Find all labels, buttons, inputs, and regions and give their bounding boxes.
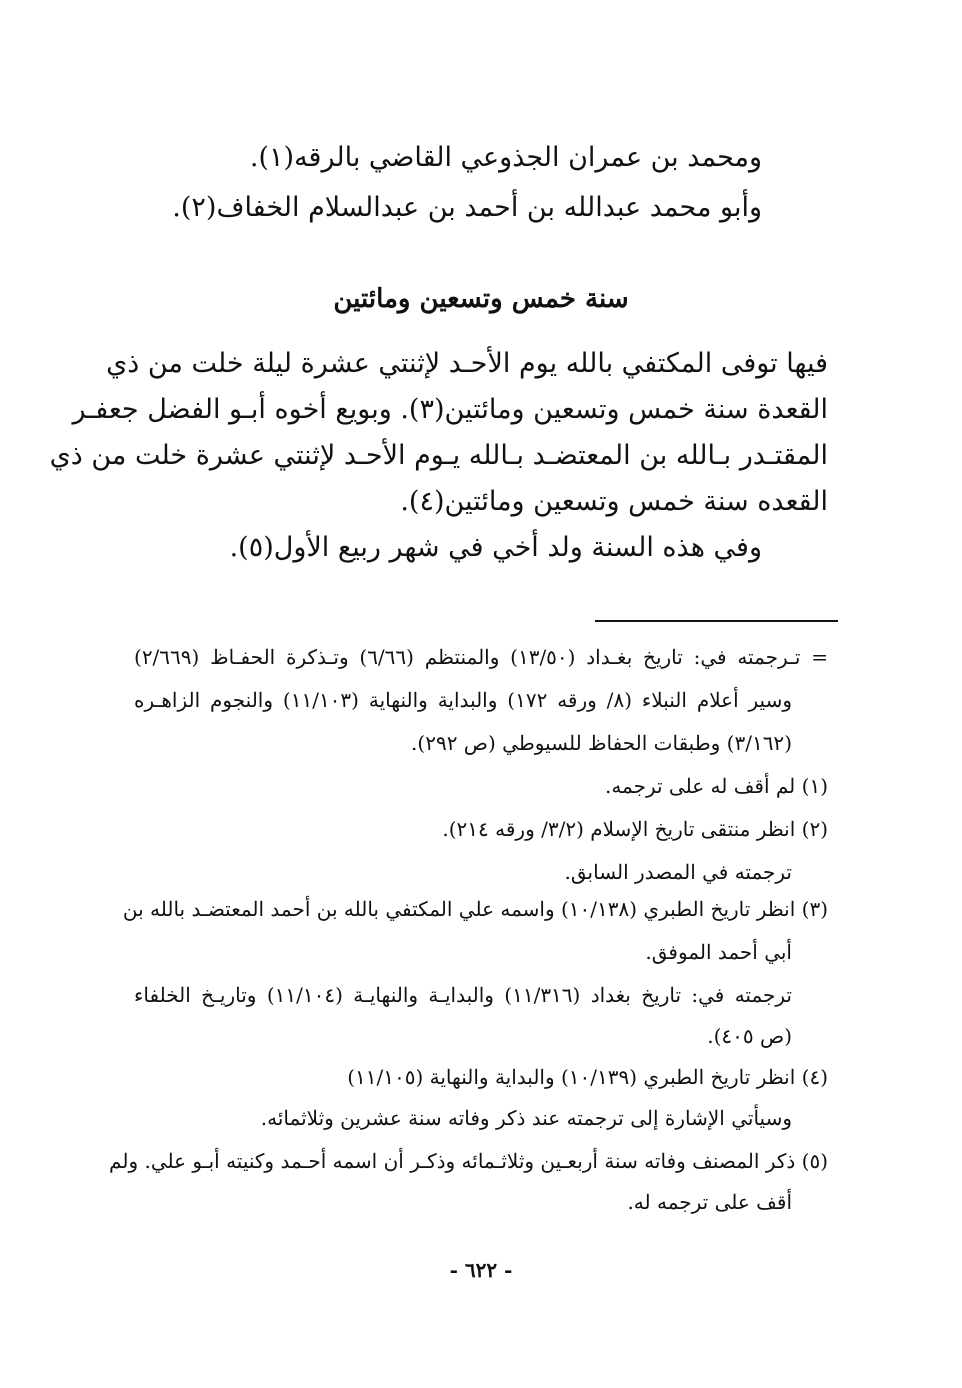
footnote-3: (٣) انظر تاريخ الطبري (١٠/١٣٨) واسمه علي المكتفي بالله بن أحمد المعتضـد بالله بن xyxy=(122,897,828,921)
footnote-line: = تـرجمته في: تاريخ بغـداد (١٣/٥٠) والمنتظم (٦/٦٦) وتـذكرة الحفـاظ (٢/٦٦٩) xyxy=(134,645,829,669)
footnote-line: ترجمته في: تاريخ بغداد (١١/٣١٦) والبدايـة والنهايـة (١١/١٠٤) وتاريـخ الخلفاء xyxy=(134,983,792,1007)
footnote-line: ترجمته في المصدر السابق. xyxy=(564,860,792,884)
footnote-line: وسير أعلام النبلاء (٨/ ورقه ١٧٢) والبداية والنهاية (١١/١٠٣) والنجوم الزاهـره xyxy=(134,688,793,712)
body-line-3: المقتـدر بـالله بن المعتضـد بـالله يـوم الأحـد لإثنتي عشرة خلت من ذي xyxy=(49,440,828,471)
footnote-line: أبي أحمد الموفق. xyxy=(645,940,792,964)
footnote-divider xyxy=(595,620,838,622)
footnote-5: (٥) ذكر المصنف وفاته سنة أربعـين وثلاثـمائه وذكـر أن اسمه أحـمد وكنيته أبـو علي. ولم xyxy=(109,1149,828,1173)
footnote-line: وسيأتي الإشارة إلى ترجمته عند ذكر وفاته سنة عشرين وثلاثمائه. xyxy=(260,1106,792,1130)
intro-line-2: وأبو محمد عبدالله بن أحمد بن عبدالسلام الخفاف(٢). xyxy=(172,192,762,223)
footnote-line: (ص ٤٠٥). xyxy=(707,1024,792,1048)
footnote-4: (٤) انظر تاريخ الطبري (١٠/١٣٩) والبداية والنهاية (١١/١٠٥) xyxy=(347,1065,828,1089)
body-line-1: فيها توفى المكتفي بالله يوم الأحـد لإثنتي عشرة ليلة خلت من ذي xyxy=(106,348,828,379)
body-line-4: القعده سنة خمس وتسعين ومائتين(٤). xyxy=(400,486,828,517)
footnote-1: (١) لم أقف له على ترجمه. xyxy=(604,774,828,798)
footnote-line: أقف على ترجمه له. xyxy=(627,1190,792,1214)
body-line-2: القعدة سنة خمس وتسعين ومائتين(٣). وبويع أخوه أبـو الفضل جعفـر xyxy=(72,394,828,425)
footnote-2: (٢) انظر منتقى تاريخ الإسلام (٣/٢/ ورقه ٢١٤). xyxy=(442,817,828,841)
section-heading: سنة خمس وتسعين ومائتين xyxy=(333,284,629,314)
body-line-5: وفي هذه السنة ولد أخي في شهر ربيع الأول(٥). xyxy=(229,532,762,563)
footnote-line: (٣/١٦٢) وطبقات الحفاظ للسيوطي (ص ٢٩٢). xyxy=(411,731,792,755)
intro-line-1: ومحمد بن عمران الجذوعي القاضي بالرقه(١). xyxy=(249,142,762,173)
page-number: - ٦٢٢ - xyxy=(449,1258,513,1282)
